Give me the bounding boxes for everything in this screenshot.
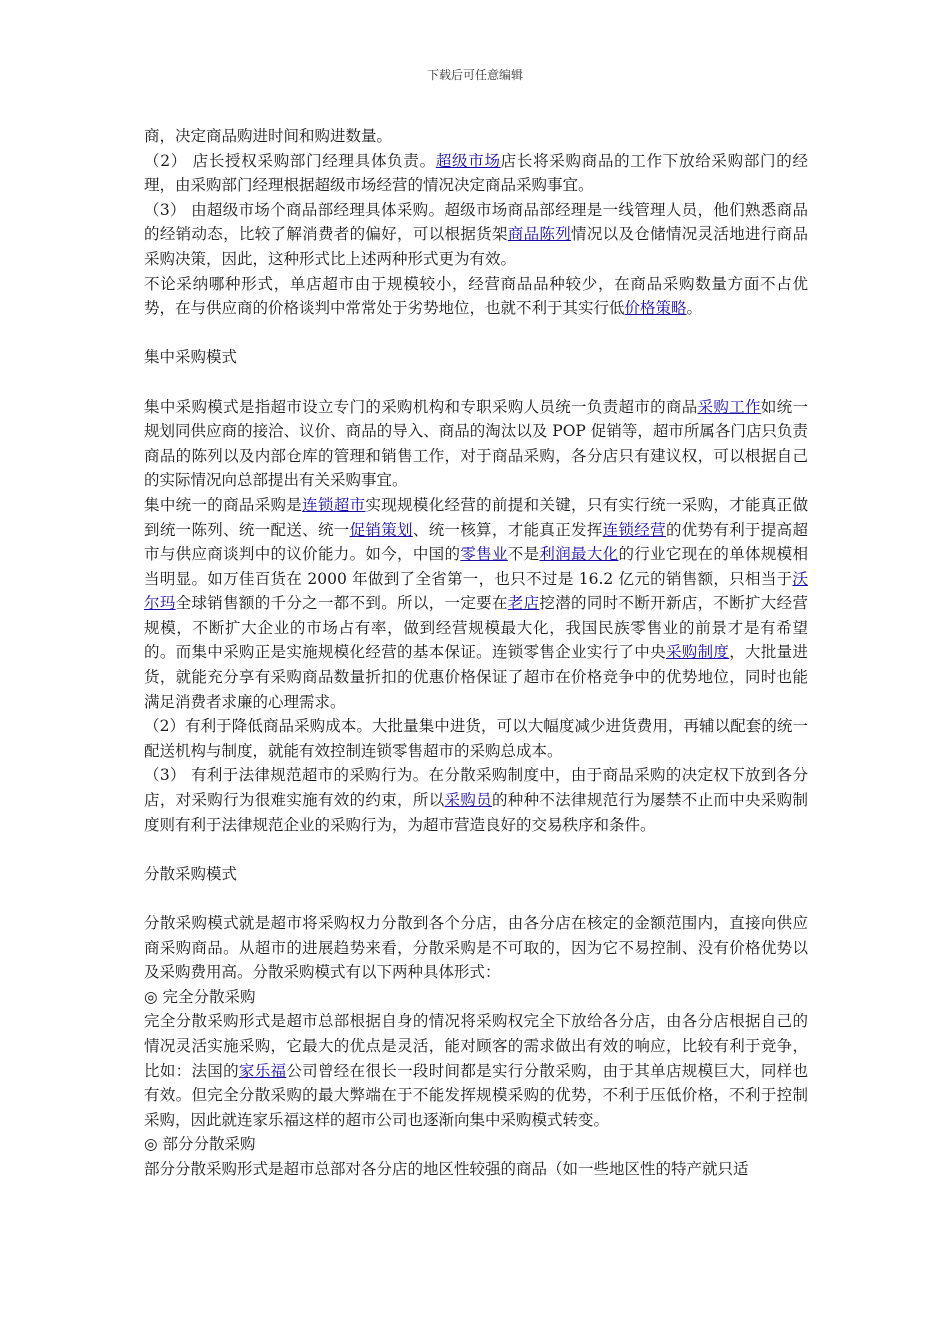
link-profit-maximization[interactable]: 利润最大化 xyxy=(539,545,619,564)
bullet-heading: ◎ 部分分散采购 xyxy=(144,1135,256,1154)
paragraph: 集中采购模式是指超市设立专门的采购机构和专职采购人员统一负责超市的商品采购工作如统一规划同供应商的接洽、议价、商品的导入、商品的淘汰以及 POP 促销等，超市所属各门店只负责商品的陈列以及内部仓库的管理和销售工作，对于商品采购，各分店只有建议权，可以根据自己的实际情况向总部提出有关采购事宜。 xyxy=(144,397,808,490)
spacer xyxy=(144,837,808,862)
link-chain-operation[interactable]: 连锁经营 xyxy=(602,520,666,539)
document-body xyxy=(144,124,808,1182)
paragraph: （2）有利于降低商品采购成本。大批量集中进货，可以大幅度减少进货费用，再辅以配套的统一配送机构与制度，就能有效控制连锁零售超市的采购总成本。 xyxy=(144,717,808,760)
spacer xyxy=(144,886,808,911)
link-supermarket[interactable]: 超级市场 xyxy=(435,151,501,170)
paragraph: 完全分散采购形式是超市总部根据自身的情况将采购权完全下放给各分店，由各分店根据自己的情况灵活实施采购，它最大的优点是灵活，能对顾客的需求做出有效的响应，比较有利于竞争，比如：法国的家乐福公司曾经在很长一段时间都是实行分散采购，由于其单店规模巨大，同样也有效。但完全分散采购的最大弊端在于不能发挥规模采购的优势，不利于压低价格，不利于控制采购，因此就连家乐福这样的超市公司也逐渐向集中采购模式转变。 xyxy=(144,1012,808,1129)
link-carrefour[interactable]: 家乐福 xyxy=(238,1061,287,1080)
section-heading: 分散采购模式 xyxy=(144,864,238,883)
link-chain-supermarket[interactable]: 连锁超市 xyxy=(302,495,366,514)
paragraph: 分散采购模式就是超市将采购权力分散到各个分店，由各分店在核定的金额范围内，直接向供应商采购商品。从超市的进展趋势来看，分散采购是不可取的，因为它不易控制、没有价格优势以及采购费用高。分散采购模式有以下两种具体形式： xyxy=(144,914,808,982)
link-merchandise-display[interactable]: 商品陈列 xyxy=(507,225,572,244)
link-walmart[interactable]: 沃尔玛 xyxy=(144,569,808,613)
paragraph: 部分分散采购形式是超市总部对各分店的地区性较强的商品（如一些地区性的特产就只适 xyxy=(144,1159,749,1178)
link-promotion-planning[interactable]: 促销策划 xyxy=(349,520,413,539)
paragraph: 集中统一的商品采购是连锁超市实现规模化经营的前提和关键，只有实行统一采购，才能真正做到统一陈列、统一配送、统一促销策划、统一核算，才能真正发挥连锁经营的优势有利于提高超市与供应商谈判中的议价能力。如今，中国的零售业不是利润最大化的行业它现在的单体规模相当明显。如万佳百货在 2000 年做到了全省第一，也只不过是 16.2 亿元的销售额，只相当于沃尔玛全球销售额的千分之一都不到。所以，一定要在老店挖潜的同时不断开新店，不断扩大经营规模，不断扩大企业的市场占有率，做到经营规模最大化，我国民族零售业的前景才是有希望的。而集中采购正是实施规模化经营的基本保证。连锁零售企业实行了中央采购制度，大批量进货，就能充分享有采购商品数量折扣的优惠价格保证了超市在价格竞争中的优势地位，同时也能满足消费者求廉的心理需求。 xyxy=(144,495,808,711)
paragraph: （3） 由超级市场个商品部经理具体采购。超级市场商品部经理是一线管理人员，他们熟悉商品的经销动态，比较了解消费者的偏好，可以根据货架商品陈列情况以及仓储情况灵活地进行商品采购决策，因此，这种形式比上述两种形式更为有效。 xyxy=(144,200,808,268)
link-price-strategy[interactable]: 价格策略 xyxy=(624,299,687,318)
link-procurement-system[interactable]: 采购制度 xyxy=(665,643,730,662)
spacer xyxy=(144,370,808,395)
paragraph: （3） 有利于法律规范超市的采购行为。在分散采购制度中，由于商品采购的决定权下放到各分店，对采购行为很难实施有效的约束，所以采购员的种种不法律规范行为屡禁不止而中央采购制度则有利于法律规范企业的采购行为，为超市营造良好的交易秩序和条件。 xyxy=(144,766,808,834)
paragraph: （2） 店长授权采购部门经理具体负责。超级市场店长将采购商品的工作下放给采购部门的经理，由采购部门经理根据超级市场经营的情况决定商品采购事宜。 xyxy=(144,151,808,195)
bullet-heading: ◎ 完全分散采购 xyxy=(144,987,256,1006)
link-procurement-work[interactable]: 采购工作 xyxy=(697,397,761,416)
paragraph: 不论采纳哪种形式，单店超市由于规模较小，经营商品品种较少，在商品采购数量方面不占优势，在与供应商的价格谈判中常常处于劣势地位，也就不利于其实行低价格策略。 xyxy=(144,274,808,318)
page-header: 下载后可任意编辑 xyxy=(426,68,523,82)
paragraph: 商，决定商品购进时间和购进数量。 xyxy=(144,127,393,145)
link-old-store[interactable]: 老店 xyxy=(507,594,540,613)
link-buyer[interactable]: 采购员 xyxy=(444,791,492,810)
section-heading: 集中采购模式 xyxy=(144,348,238,367)
spacer xyxy=(144,321,808,346)
link-retail[interactable]: 零售业 xyxy=(460,545,508,564)
